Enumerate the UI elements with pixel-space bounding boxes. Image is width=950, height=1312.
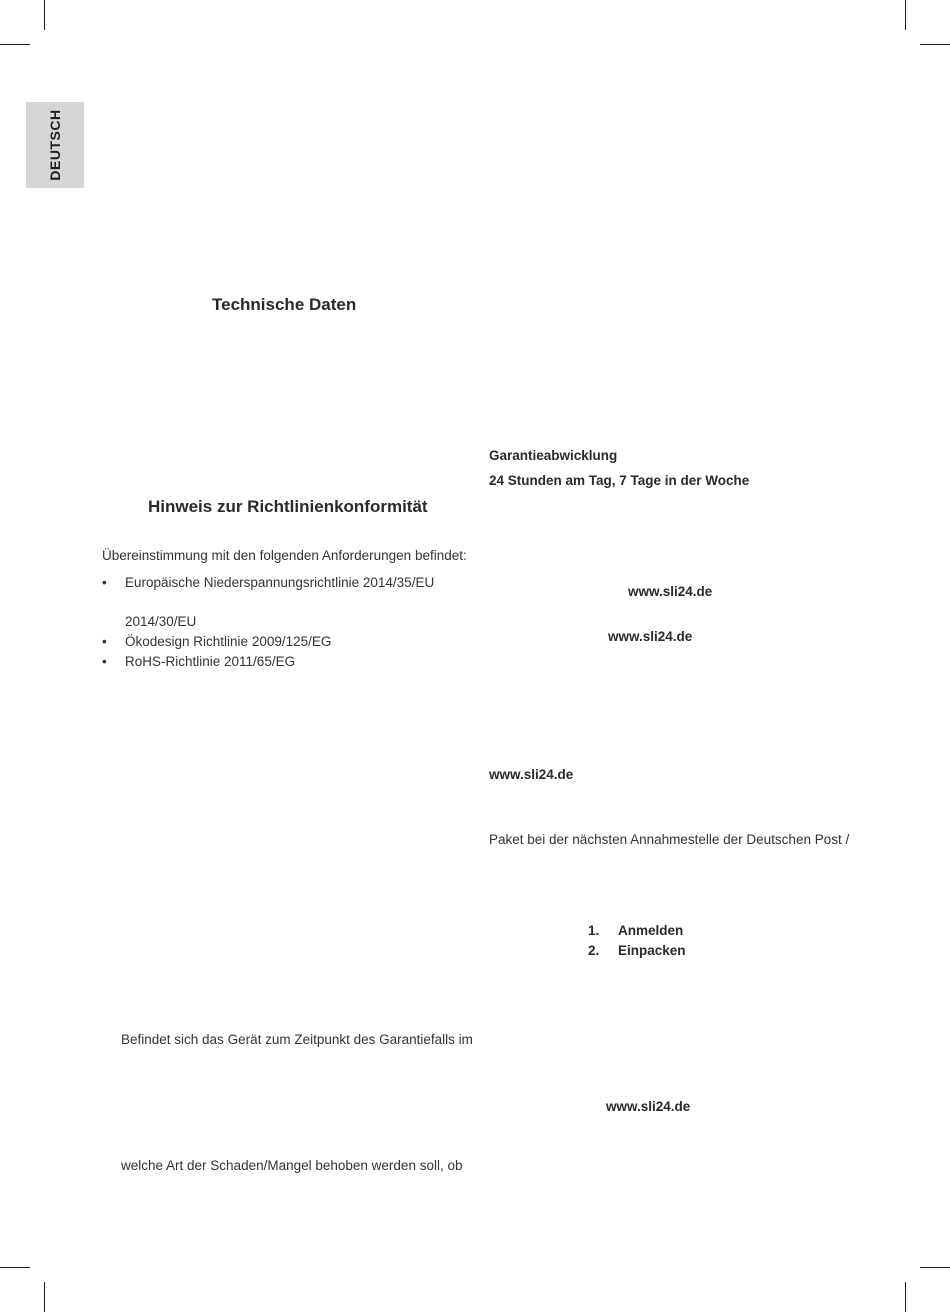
step-number: 2.: [588, 943, 600, 958]
technical-data-heading: Technische Daten: [212, 295, 357, 314]
crop-mark-top-right-horizontal: [920, 44, 950, 45]
directive-bullet: •: [102, 634, 107, 649]
step-number: 1.: [588, 923, 600, 938]
language-tab-label: DEUTSCH: [47, 109, 63, 181]
crop-mark-bottom-left-horizontal: [0, 1267, 30, 1268]
post-office-text: Paket bei der nächsten Annahmestelle der Deutschen Post /: [489, 832, 850, 847]
language-tab: [26, 102, 84, 188]
crop-mark-bottom-right-horizontal: [920, 1267, 950, 1268]
warranty-handling-heading: Garantieabwicklung: [489, 448, 618, 463]
directive-low-voltage: Europäische Niederspannungsrichtlinie 2014/35/EU: [125, 575, 435, 590]
directive-emc: 2014/30/EU: [125, 614, 197, 629]
directive-bullet: •: [102, 575, 107, 590]
website-link[interactable]: www.sli24.de: [608, 629, 693, 644]
directive-bullet: •: [102, 654, 107, 669]
website-link[interactable]: www.sli24.de: [606, 1099, 691, 1114]
compliance-heading: Hinweis zur Richtlinienkonformität: [148, 497, 428, 516]
directive-ecodesign: Ökodesign Richtlinie 2009/125/EG: [125, 634, 332, 649]
crop-mark-top-left-horizontal: [0, 44, 30, 45]
compliance-intro: Übereinstimmung mit den folgenden Anforderungen befindet:: [102, 548, 467, 563]
website-link[interactable]: www.sli24.de: [489, 767, 574, 782]
crop-mark-bottom-left-vertical: [44, 1282, 45, 1312]
website-link[interactable]: www.sli24.de: [628, 584, 713, 599]
step-label-register: Anmelden: [618, 923, 684, 938]
step-label-pack: Einpacken: [618, 943, 686, 958]
crop-mark-top-left-vertical: [44, 0, 45, 30]
crop-mark-bottom-right-vertical: [905, 1282, 906, 1312]
warranty-text-device-location: Befindet sich das Gerät zum Zeitpunkt des Garantiefalls im: [121, 1032, 473, 1047]
crop-mark-top-right-vertical: [905, 0, 906, 30]
warranty-text-damage-type: welche Art der Schaden/Mangel behoben werden soll, ob: [121, 1158, 463, 1173]
directive-rohs: RoHS-Richtlinie 2011/65/EG: [125, 654, 296, 669]
availability-text: 24 Stunden am Tag, 7 Tage in der Woche: [489, 473, 750, 488]
